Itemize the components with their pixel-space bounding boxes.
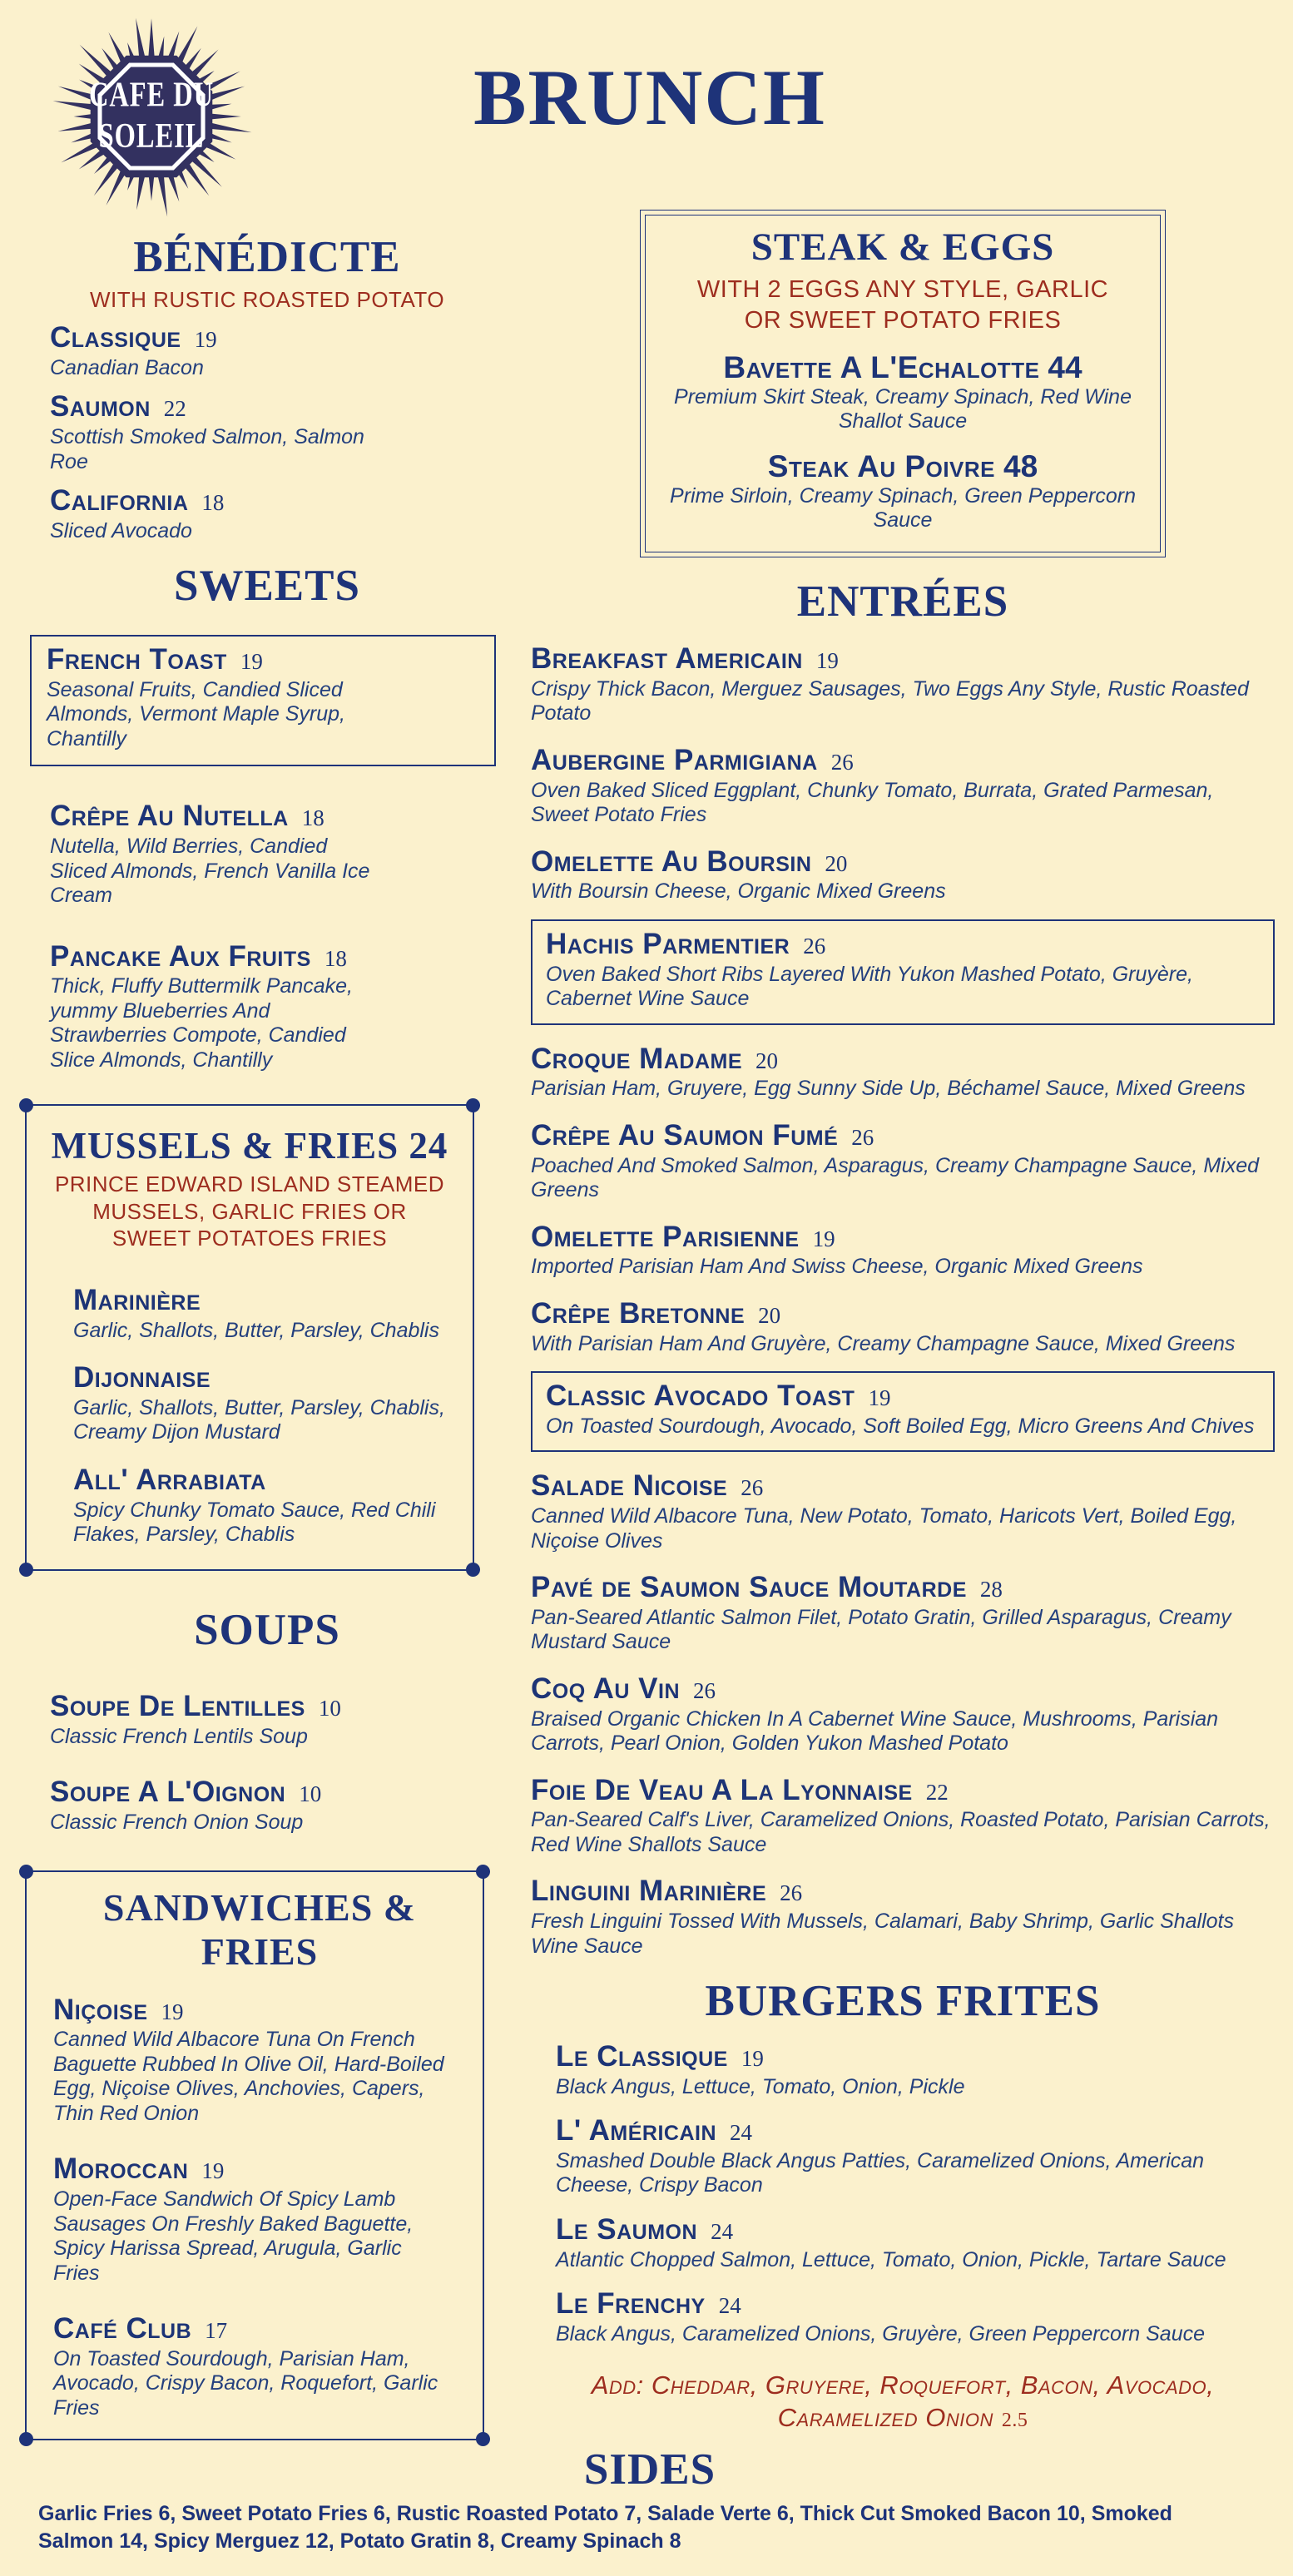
menu-item-aubergine (531, 743, 1275, 828)
item-description: With Boursin Cheese, Organic Mixed Greens (531, 879, 946, 904)
item-name: Aubergine Parmigiana (531, 743, 818, 776)
item-name: Classic Avocado Toast (546, 1380, 855, 1413)
item-price: 26 (803, 933, 826, 959)
logo-text-line2: SOLEIL (98, 116, 205, 156)
item-name: Steak Au Poivre (767, 448, 996, 483)
section-steak-eggs-box (640, 210, 1166, 557)
item-description: Garlic, Shallots, Butter, Parsley, Chablis (73, 1318, 439, 1342)
item-name: Classique (50, 321, 181, 354)
item-description: Prime Sirloin, Creamy Spinach, Green Peppercorn Sauce (670, 483, 1136, 533)
section-entrees (531, 579, 1275, 1959)
item-description: Canned Wild Albacore Tuna On French Baguette Rubbed In Olive Oil, Hard-Boiled Egg, Niçoise Olives, Anchovies, Capers, Thin Red Onion (53, 2028, 444, 2125)
item-name: California (50, 484, 189, 518)
section-benedicte (25, 235, 509, 543)
add-ons-text: Add: Cheddar, Gruyere, Roquefort, Bacon, Avocado, Caramelized Onion (591, 2370, 1215, 2433)
item-name: Omelette Parisienne (531, 1220, 800, 1253)
item-name: All' Arrabiata (73, 1463, 266, 1496)
cafe-du-soleil-logo (48, 13, 255, 220)
corner-dot (19, 1098, 33, 1112)
item-price: 26 (780, 1880, 803, 1906)
item-price: 48 (1003, 448, 1038, 483)
steak-eggs-inner (645, 215, 1161, 552)
menu-item-linguini (531, 1876, 1275, 1959)
menu-item-le-classique (531, 2039, 1275, 2099)
menu-item-le-frenchy (531, 2289, 1275, 2346)
item-name: L' Américain (556, 2114, 717, 2147)
item-description: Pan-Seared Atlantic Salmon Filet, Potato Gratin, Grilled Asparagus, Creamy Mustard Sauce (531, 1605, 1231, 1654)
section-title-steak-eggs: STEAK & EGGS (751, 225, 1055, 269)
section-mussels-box (25, 1104, 474, 1570)
section-title-sandwiches: SANDWICHES & FRIES (102, 1885, 417, 1973)
item-name: Le Classique (556, 2039, 728, 2073)
item-name: French Toast (47, 643, 227, 676)
item-price: 22 (925, 1779, 949, 1805)
corner-dot (466, 1563, 480, 1577)
section-sides (25, 2447, 1275, 2554)
corner-dot (476, 2432, 490, 2446)
item-name: Croque Madame (531, 1042, 742, 1075)
menu-item-avocado-toast (546, 1381, 1260, 1439)
item-description: Pan-Seared Calf's Liver, Caramelized Onions, Roasted Potato, Parisian Carrots, Red Wine Shallots Sauce (531, 1808, 1271, 1856)
item-name: Dijonnaise (73, 1361, 211, 1395)
menu-item-coq-au-vin (531, 1674, 1275, 1756)
item-name: Le Saumon (556, 2212, 698, 2246)
mussels-subtitle: PRINCE EDWARD ISLAND STEAMED MUSSELS, GARLIC FRIES OR SWEET POTATOES FRIES (54, 1172, 445, 1251)
item-description: Crispy Thick Bacon, Merguez Sausages, Two Eggs Any Style, Rustic Roasted Potato (531, 676, 1249, 726)
menu-item-bavette (654, 349, 1152, 434)
menu-columns (25, 210, 1275, 2440)
section-title-sweets: SWEETS (173, 562, 360, 611)
menu-item-americain (531, 2116, 1275, 2198)
corner-dot (19, 1563, 33, 1577)
section-title-mussels: MUSSELS & FRIES 24 (51, 1125, 448, 1167)
item-description: Open-Face Sandwich Of Spicy Lamb Sausages On Freshly Baked Baguette, Spicy Harissa Spread, Arugula, Garlic Fries (53, 2187, 414, 2285)
menu-item-lentilles (25, 1692, 509, 1749)
menu-item-nicoise (47, 1995, 473, 2127)
item-price: 18 (301, 805, 324, 831)
section-title-sides: SIDES (583, 2445, 716, 2494)
item-description: With Parisian Ham And Gruyère, Creamy Champagne Sauce, Mixed Greens (531, 1331, 1236, 1355)
item-description: Oven Baked Short Ribs Layered With Yukon Mashed Potato, Gruyère, Cabernet Wine Sauce (546, 962, 1193, 1011)
item-price: 26 (693, 1677, 716, 1703)
right-column (531, 210, 1275, 2435)
item-name: Foie De Veau A La Lyonnaise (531, 1773, 913, 1806)
item-name: Soupe De Lentilles (50, 1690, 305, 1723)
corner-dot (19, 2432, 33, 2446)
item-name: Salade Nicoise (531, 1469, 728, 1503)
item-name: Moroccan (53, 2152, 189, 2186)
corner-dot (19, 1865, 33, 1879)
menu-item-mariniere (37, 1283, 463, 1343)
item-name: Pavé de Saumon Sauce Moutarde (531, 1571, 967, 1604)
item-price: 10 (299, 1781, 322, 1807)
item-name: Soupe A L'Oignon (50, 1776, 286, 1809)
item-description: Nutella, Wild Berries, Candied Sliced Almonds, French Vanilla Ice Cream (50, 835, 370, 908)
section-title-benedicte: BÉNÉDICTE (133, 233, 401, 281)
item-price: 19 (741, 2045, 764, 2071)
item-description: Imported Parisian Ham And Swiss Cheese, Organic Mixed Greens (531, 1255, 1143, 1279)
item-description: Atlantic Chopped Salmon, Lettuce, Tomato, Onion, Pickle, Tartare Sauce (556, 2247, 1226, 2271)
item-description: Fresh Linguini Tossed With Mussels, Calamari, Baby Shrimp, Garlic Shallots Wine Sauce (531, 1910, 1235, 1958)
menu-item-pave-saumon (531, 1573, 1275, 1655)
item-name: Crêpe Bretonne (531, 1296, 746, 1330)
item-description: Black Angus, Lettuce, Tomato, Onion, Pickle (556, 2074, 965, 2098)
item-price: 22 (163, 396, 186, 422)
item-description: Canadian Bacon (50, 355, 204, 379)
menu-item-french-toast (47, 645, 479, 751)
item-price: 19 (161, 1999, 184, 2024)
menu-item-breakfast-americain (531, 644, 1275, 726)
sides-list: Garlic Fries 6, Sweet Potato Fries 6, Rustic Roasted Potato 7, Salade Verte 6, Thick Cut Smoked Bacon 10, Smoked Salmon 14, Spicy Merguez 12, Potato Gratin 8, Creamy Spinach 8 (38, 2502, 1172, 2553)
item-price: 19 (201, 2158, 225, 2184)
section-sandwiches-box (25, 1870, 484, 2441)
menu-item-dijonnaise (37, 1363, 463, 1445)
item-description: Classic French Onion Soup (50, 1811, 304, 1835)
menu-item-moroccan (47, 2154, 473, 2286)
french-toast-box (30, 635, 496, 766)
item-description: Classic French Lentils Soup (50, 1724, 308, 1748)
menu-item-crepe-nutella (25, 801, 509, 908)
item-description: On Toasted Sourdough, Avocado, Soft Boiled Egg, Micro Greens And Chives (546, 1414, 1255, 1438)
menu-item-classique (25, 323, 509, 380)
item-price: 26 (741, 1475, 764, 1501)
add-ons-price: 2.5 (1001, 2410, 1028, 2432)
menu-item-croque-madame (531, 1044, 1275, 1102)
item-description: Spicy Chunky Tomato Sauce, Red Chili Flakes, Parsley, Chablis (73, 1498, 436, 1547)
hachis-parmentier-box (531, 919, 1275, 1025)
corner-dot (476, 1865, 490, 1879)
item-description: Sliced Avocado (50, 518, 192, 542)
item-description: Black Angus, Caramelized Onions, Gruyère, Green Peppercorn Sauce (556, 2321, 1206, 2346)
menu-item-omelette-boursin (531, 847, 1275, 904)
item-description: Canned Wild Albacore Tuna, New Potato, Tomato, Haricots Vert, Boiled Egg, Niçoise Olives (531, 1504, 1237, 1553)
item-price: 17 (205, 2318, 228, 2344)
burger-add-ons-note (545, 2370, 1261, 2435)
menu-item-oignon (25, 1777, 509, 1835)
item-price: 19 (240, 649, 263, 675)
item-price: 24 (718, 2293, 741, 2319)
item-name: Niçoise (53, 1993, 148, 2026)
item-description: Scottish Smoked Salmon, Salmon Roe (50, 425, 364, 473)
item-description: Garlic, Shallots, Butter, Parsley, Chablis, Creamy Dijon Mustard (73, 1395, 445, 1444)
item-description: Thick, Fluffy Buttermilk Pancake, yummy Blueberries And Strawberries Compote, Candied Slice Almonds, Chantilly (50, 974, 354, 1072)
item-description: Braised Organic Chicken In A Cabernet Wine Sauce, Mushrooms, Parisian Carrots, Pearl Onion, Golden Yukon Mashed Potato (531, 1707, 1219, 1756)
item-price: 24 (730, 2120, 753, 2146)
item-price: 26 (830, 749, 854, 775)
item-name: Linguini Marinière (531, 1875, 767, 1908)
item-price: 20 (825, 850, 848, 876)
item-name: Omelette Au Boursin (531, 845, 812, 878)
item-price: 19 (815, 648, 839, 674)
item-price: 18 (324, 945, 347, 971)
item-name: Marinière (73, 1283, 201, 1316)
item-price: 20 (755, 1048, 778, 1073)
item-name: Bavette A L'Echalotte (723, 349, 1040, 384)
menu-item-cafe-club (47, 2314, 473, 2420)
menu-item-hachis (546, 929, 1260, 1012)
item-price: 10 (318, 1696, 341, 1721)
item-description: Seasonal Fruits, Candied Sliced Almonds, Vermont Maple Syrup, Chantilly (47, 677, 345, 751)
section-soups (25, 1605, 509, 1835)
avocado-toast-box (531, 1371, 1275, 1452)
steak-eggs-subtitle: WITH 2 EGGS ANY STYLE, GARLIC OR SWEET POTATO FRIES (696, 276, 1109, 334)
menu-item-arrabiata (37, 1465, 463, 1548)
item-price: 19 (812, 1226, 835, 1251)
menu-item-crepe-bretonne (531, 1296, 1275, 1356)
item-price: 44 (1048, 349, 1082, 384)
item-description: Parisian Ham, Gruyere, Egg Sunny Side Up, Béchamel Sauce, Mixed Greens (531, 1077, 1246, 1101)
menu-header (25, 0, 1275, 210)
menu-item-salade-nicoise (531, 1471, 1275, 1553)
menu-item-foie-de-veau (531, 1773, 1275, 1858)
item-description: Poached And Smoked Salmon, Asparagus, Creamy Champagne Sauce, Mixed Greens (531, 1153, 1260, 1202)
item-name: Crêpe Au Nutella (50, 800, 289, 833)
item-description: Premium Skirt Steak, Creamy Spinach, Red Wine Shallot Sauce (674, 384, 1132, 433)
item-price: 18 (201, 490, 225, 516)
page-title: BRUNCH (473, 53, 826, 141)
menu-item-steak-poivre (654, 448, 1152, 533)
section-title-burgers: BURGERS FRITES (705, 1977, 1101, 2026)
item-name: Le Frenchy (556, 2287, 706, 2321)
logo-text-line1: CAFE DU (88, 75, 215, 115)
item-name: Crêpe Au Saumon Fumé (531, 1118, 839, 1152)
menu-item-pancake (25, 939, 509, 1073)
benedicte-subtitle: WITH RUSTIC ROASTED POTATO (89, 286, 445, 312)
sunburst-icon (48, 13, 255, 220)
item-price: 20 (758, 1302, 781, 1328)
item-name: Café Club (53, 2312, 192, 2346)
mussels-items (37, 1283, 463, 1548)
item-description: On Toasted Sourdough, Parisian Ham, Avocado, Crispy Bacon, Roquefort, Garlic Fries (53, 2346, 438, 2420)
item-name: Pancake Aux Fruits (50, 939, 311, 973)
menu-item-omelette-parisienne (531, 1222, 1275, 1280)
item-price: 28 (979, 1577, 1003, 1603)
item-price: 19 (194, 327, 217, 353)
item-name: Coq Au Vin (531, 1672, 680, 1705)
menu-item-crepe-saumon-fume (531, 1118, 1275, 1203)
menu-item-le-saumon (531, 2212, 1275, 2272)
item-description: Smashed Double Black Angus Patties, Caramelized Onions, American Cheese, Crispy Bacon (556, 2148, 1205, 2197)
corner-dot (466, 1098, 480, 1112)
menu-item-california (25, 486, 509, 543)
item-price: 24 (711, 2218, 734, 2244)
section-title-entrees: ENTRÉES (796, 577, 1009, 626)
left-column (25, 210, 509, 2440)
section-sweets (25, 563, 509, 1073)
item-description: Oven Baked Sliced Eggplant, Chunky Tomato, Burrata, Grated Parmesan, Sweet Potato Fries (531, 778, 1214, 827)
item-price: 19 (868, 1385, 891, 1411)
section-burgers (531, 1979, 1275, 2435)
section-title-soups: SOUPS (194, 1605, 340, 1654)
item-price: 26 (851, 1124, 874, 1150)
item-name: Hachis Parmentier (546, 927, 790, 960)
item-name: Saumon (50, 390, 151, 424)
menu-item-saumon (25, 392, 509, 474)
item-name: Breakfast Americain (531, 642, 803, 676)
